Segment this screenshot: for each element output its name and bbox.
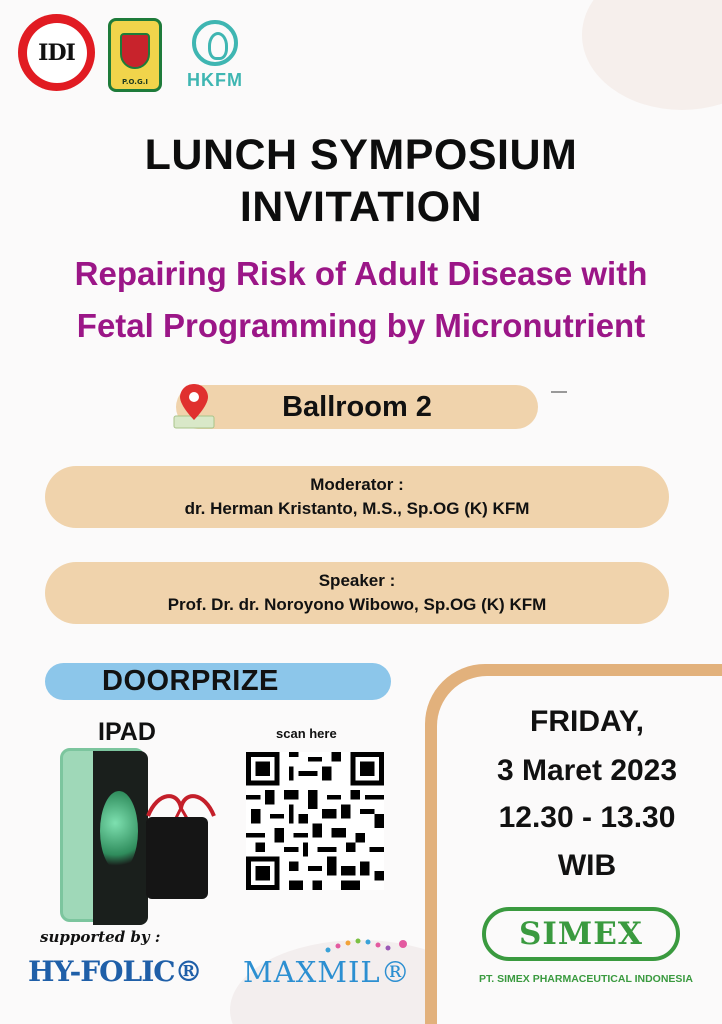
subtitle-line-2: Fetal Programming by Micronutrient xyxy=(76,307,646,344)
speaker-pill xyxy=(45,562,669,624)
title-line-1: LUNCH SYMPOSIUM xyxy=(144,131,578,179)
schedule-timezone: WIB xyxy=(557,849,617,882)
schedule-time: 12.30 - 13.30 xyxy=(498,801,676,834)
speaker-name: Prof. Dr. dr. Noroyono Wibowo, Sp.OG (K) KFM xyxy=(167,595,547,614)
simex-logo: SIMEX xyxy=(482,907,680,961)
mother-child-icon xyxy=(192,20,238,66)
hkfm-logo-text: HKFM xyxy=(187,70,243,90)
venue-pill: Ballroom 2 xyxy=(176,385,538,429)
prize-label: IPAD xyxy=(98,718,156,746)
schedule-day: FRIDAY, xyxy=(530,705,644,738)
divider xyxy=(551,391,567,393)
pogi-logo-text: P.O.G.I xyxy=(122,78,148,86)
company-name: PT. SIMEX PHARMACEUTICAL INDONESIA xyxy=(479,973,693,985)
pogi-shield-icon xyxy=(120,33,150,69)
doorprize-heading: DOORPRIZE xyxy=(45,663,391,700)
idi-logo-text: IDI xyxy=(27,23,87,83)
qr-code[interactable] xyxy=(246,752,384,890)
background-blob-top xyxy=(582,0,722,110)
speaker-device-image xyxy=(146,817,208,899)
speaker-heading: Speaker : xyxy=(318,571,396,590)
maxmil-dots-icon xyxy=(318,934,418,956)
scan-label: scan here xyxy=(276,726,337,741)
moderator-heading: Moderator : xyxy=(310,475,404,494)
pogi-logo xyxy=(108,18,162,92)
subtitle-line-1: Repairing Risk of Adult Disease with xyxy=(74,255,648,292)
idi-logo xyxy=(18,14,95,91)
schedule-date: 3 Maret 2023 xyxy=(496,754,678,787)
moderator-pill xyxy=(45,466,669,528)
hkfm-logo xyxy=(172,20,258,100)
moderator-name: dr. Herman Kristanto, M.S., Sp.OG (K) KFM xyxy=(184,499,530,518)
maxmil-logo: MAXMIL® xyxy=(243,955,411,989)
supported-by-label: supported by : xyxy=(40,928,161,946)
hyfolic-logo: HY-FOLIC® xyxy=(28,955,202,988)
title-line-2: INVITATION xyxy=(239,183,483,231)
ipad-image xyxy=(60,748,145,922)
location-pin-icon xyxy=(172,382,216,430)
